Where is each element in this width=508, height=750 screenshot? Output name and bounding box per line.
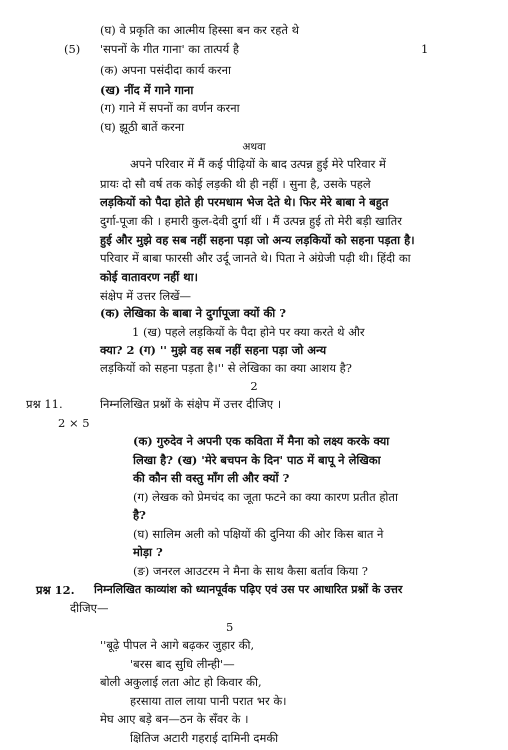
- q5-number: (5): [64, 42, 81, 56]
- poem-line-2: 'बरस बाद सुधि लीन्ही'—: [130, 657, 235, 671]
- poem-line-6: क्षितिज अटारी गहराई दामिनी दमकी: [130, 731, 279, 745]
- sub-question-1: (क) लेखिका के बाबा ने दुर्गापूजा क्यों की ?: [100, 306, 286, 320]
- q11-line-6: (घ) सालिम अली को पक्षियों की दुनिया की ओर किस बात ने: [133, 527, 384, 541]
- q12-text: निम्नलिखित काव्यांश को ध्यानपूर्वक पढ़िए एवं उस पर आधारित प्रश्नों के उत्तर: [94, 583, 403, 596]
- q11-line-2: लिखा है? (ख) 'मेरे बचपन के दिन' पाठ में बापू ने लेखिका: [133, 453, 381, 467]
- sub-question-2: 1 (ख) पहले लड़कियों के पैदा होने पर क्या करते थे और: [132, 325, 365, 339]
- q11-line-7: मोड़ा ?: [133, 545, 163, 559]
- sub-question-4: लड़कियों को सहना पड़ता है।'' से लेखिका का क्या आशय है?: [100, 361, 352, 375]
- q11-line-8: (ङ) जनरल आउटरम ने मैना के साथ कैसा बर्ताव किया ?: [133, 564, 368, 578]
- q12-marks: 5: [226, 620, 234, 634]
- q5-text: 'सपनों के गीत गाना' का तात्पर्य है: [100, 42, 239, 56]
- q5-marks: 1: [421, 42, 429, 56]
- q12-label: प्रश्न 12.: [36, 583, 75, 597]
- q5-option-ka: (क) अपना पसंदीदा कार्य करना: [100, 63, 231, 77]
- q11-text: निम्नलिखित प्रश्नों के संक्षेप में उत्तर दीजिए ।: [100, 397, 282, 411]
- poem-line-4: हरसाया ताल लाया पानी परात भर के।: [130, 694, 287, 708]
- instruction: संक्षेप में उत्तर लिखें—: [100, 289, 192, 303]
- q11-line-5: है?: [133, 508, 146, 522]
- passage-line-6: परिवार में बाबा फारसी और उर्दू जानते थे। पिता ने अंग्रेजी पढ़ी थी। हिंदी का: [100, 251, 411, 265]
- poem-line-1: ''बूढ़े पीपल ने आगे बढ़कर जुहार की,: [100, 638, 255, 652]
- q11-line-1: (क) गुरुदेव ने अपनी एक कविता में मैना को लक्ष्य करके क्या: [133, 434, 390, 448]
- q11-marks: 2 × 5: [58, 416, 90, 430]
- passage-line-4: दुर्गा-पूजा की । हमारी कुल-देवी दुर्गा थीं । मैं उत्पन्न हुई तो मेरी बड़ी खातिर: [100, 214, 402, 228]
- passage-line-3: लड़कियों को पैदा होते ही परमधाम भेज देते थे। फिर मेरे बाबा ने बहुत: [100, 195, 389, 209]
- q5-option-ga: (ग) गाने में सपनों का वर्णन करना: [100, 101, 240, 115]
- passage-line-1: अपने परिवार में मैं कई पीढ़ियों के बाद उत्पन्न हुई मेरे परिवार में: [130, 157, 386, 171]
- marks-2: 2: [250, 379, 258, 393]
- sub-question-3: क्या? 2 (ग) '' मुझे वह सब नहीं सहना पड़ा जो अन्य: [100, 343, 327, 357]
- q11-line-3: की कौन सी वस्तु माँग ली और क्यों ?: [133, 471, 290, 485]
- poem-line-3: बोली अकुलाई लता ओट हो किवार की,: [100, 675, 262, 689]
- athva-heading: अथवा: [242, 141, 266, 153]
- passage-line-5: हुई और मुझे वह सब नहीं सहना पड़ा जो अन्य लड़कियों को सहना पड़ता है।: [100, 233, 415, 247]
- q5-option-kha: (ख) नींद में गाने गाना: [100, 83, 194, 97]
- poem-line-5: मेघ आए बड़े बन—ठन के सँवर के ।: [100, 712, 249, 726]
- passage-line-2: प्रायः दो सौ वर्ष तक कोई लड़की थी ही नहीं । सुना है, उसके पहले: [100, 177, 371, 191]
- q11-line-4: (ग) लेखक को प्रेमचंद का जूता फटने का क्या कारण प्रतीत होता: [133, 490, 398, 504]
- q12-text-2: दीजिए—: [70, 601, 109, 615]
- q5-option-gha: (घ) झूठी बातें करना: [100, 120, 185, 134]
- q11-label: प्रश्न 11.: [26, 397, 63, 411]
- passage-line-7: कोई वातावरण नहीं था।: [100, 270, 198, 284]
- option-gha-prev: (घ) वे प्रकृति का आत्मीय हिस्सा बन कर रहते थे: [100, 23, 299, 37]
